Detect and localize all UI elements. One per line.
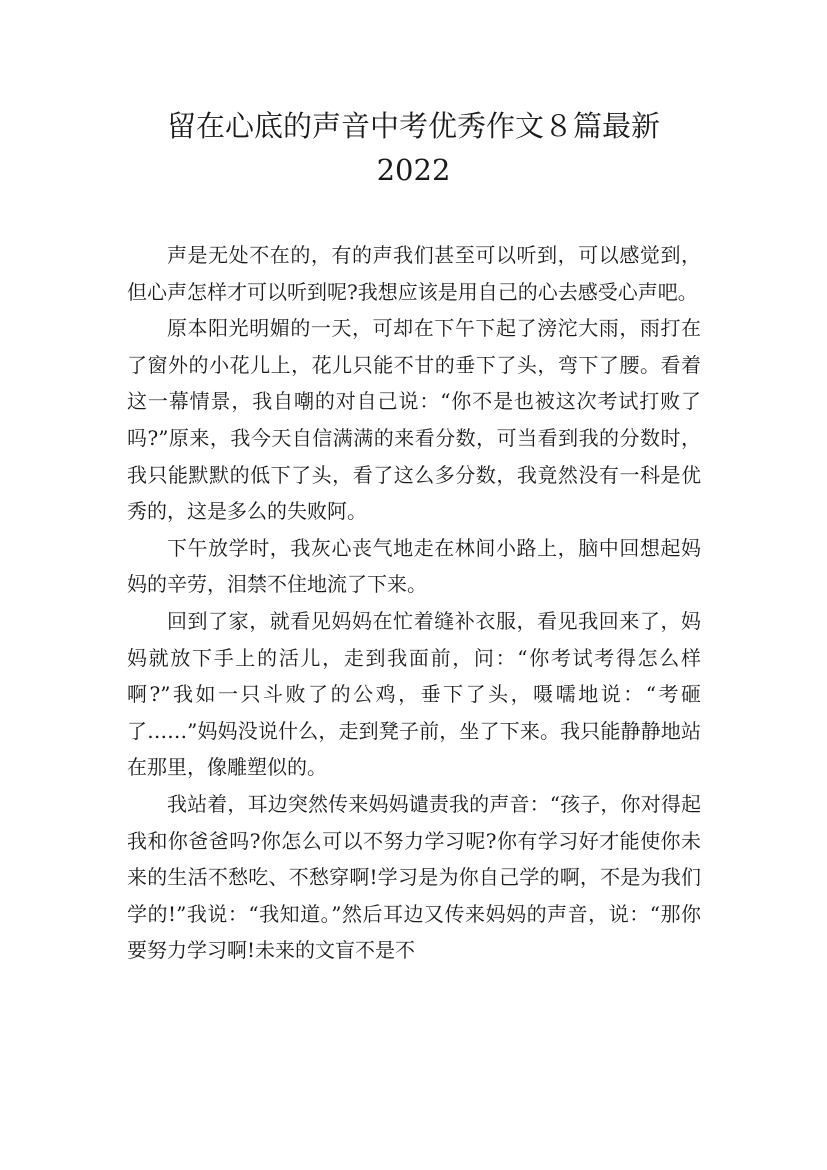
title-line-1: 留在心底的声音中考优秀作文８篇最新 [166, 109, 660, 143]
paragraph-5: 我站着，耳边突然传来妈妈谴责我的声音：“孩子，你对得起我和你爸爸吗?你怎么可以不努力学习呢?你有学习好才能使你未来的生活不愁吃、不愁穿啊!学习是为你自己学的啊，不是为我们学的!”我说：“我知道。”然后耳边又传来妈妈的声音，说：“那你要努力学习啊!未来的文盲不是不 [127, 791, 701, 963]
paragraph-4: 回到了家，就看见妈妈在忙着缝补衣服，看见我回来了，妈妈就放下手上的活儿，走到我面前，问：“你考试考得怎么样啊?”我如一只斗败了的公鸡，垂下了头，嗫嚅地说：“考砸了……”妈妈没说什么，走到凳子前，坐了下来。我只能静静地站在那里，像雕塑似的。 [127, 608, 701, 780]
paragraph-1: 声是无处不在的，有的声我们甚至可以听到，可以感觉到，但心声怎样才可以听到呢?我想应该是用自己的心去感受心声吧。 [127, 243, 701, 304]
paragraph-2: 原本阳光明媚的一天，可却在下午下起了滂沱大雨，雨打在了窗外的小花儿上，花儿只能不甘的垂下了头，弯下了腰。看着这一幕情景，我自嘲的对自己说：“你不是也被这次考试打败了吗?”原来，我今天自信满满的来看分数，可当看到我的分数时，我只能默默的低下了头，看了这么多分数，我竟然没有一科是优秀的，这是多么的失败阿。 [127, 316, 701, 524]
title-line-2: 2022 [376, 153, 451, 187]
document-title [100, 104, 727, 192]
paragraph-3: 下午放学时，我灰心丧气地走在林间小路上，脑中回想起妈妈的辛劳，泪禁不住地流了下来。 [127, 535, 701, 597]
document-body [127, 237, 701, 969]
